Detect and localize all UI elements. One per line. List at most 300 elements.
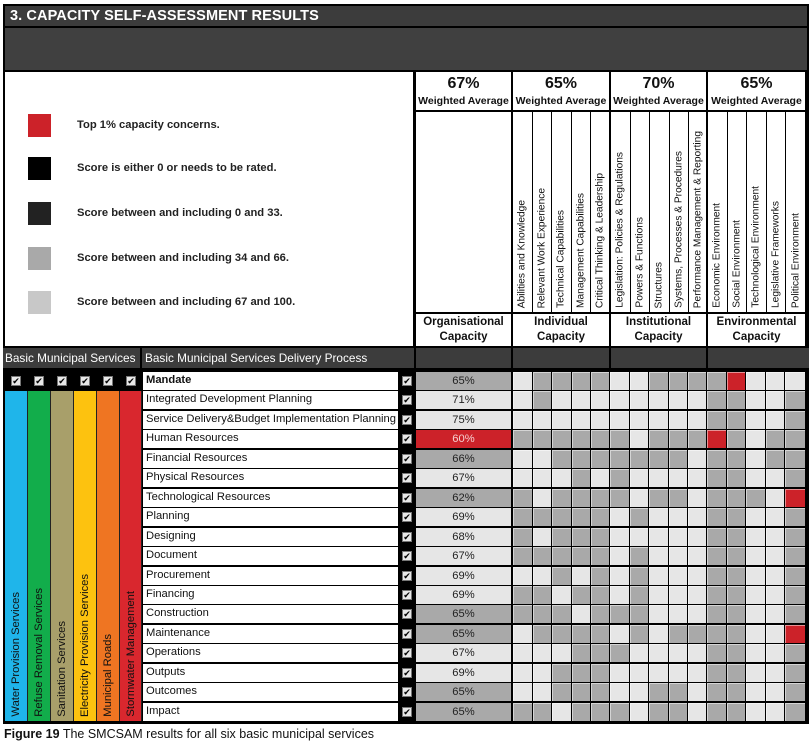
score-cell xyxy=(513,605,533,624)
score-cell xyxy=(746,528,766,547)
weighted-average-value: 65% xyxy=(544,75,578,92)
score-cell xyxy=(649,683,669,702)
score-cell xyxy=(552,625,572,644)
capacity-group-label: Individual Capacity xyxy=(513,314,611,346)
score-cell xyxy=(707,605,727,624)
score-cell xyxy=(707,644,727,663)
process-checkbox[interactable]: ✔ xyxy=(403,551,411,562)
score-cell xyxy=(766,489,786,508)
score-cell xyxy=(669,683,689,702)
section-header-row xyxy=(3,346,809,370)
score-cell xyxy=(669,567,689,586)
service-column-sanitation-services xyxy=(51,391,74,721)
score-cell xyxy=(630,644,650,663)
score-cell xyxy=(707,469,727,488)
score-cell xyxy=(533,450,553,469)
service-checkbox[interactable]: ✔ xyxy=(58,376,66,386)
score-cell xyxy=(727,372,747,391)
score-cell xyxy=(688,528,708,547)
score-cell xyxy=(513,644,533,663)
process-row[interactable] xyxy=(143,664,398,683)
score-cell xyxy=(707,664,727,683)
criterion-label: Economic Environment xyxy=(711,203,723,308)
organisational-score: 65% xyxy=(416,683,513,702)
organisational-score: 67% xyxy=(416,644,513,663)
score-cell xyxy=(630,469,650,488)
score-cell xyxy=(707,450,727,469)
organisational-score: 69% xyxy=(416,586,513,605)
process-checkbox[interactable]: ✔ xyxy=(403,570,411,581)
service-checkbox[interactable]: ✔ xyxy=(127,376,135,386)
score-cell xyxy=(630,703,650,722)
score-cell xyxy=(630,547,650,566)
process-row[interactable] xyxy=(143,644,398,663)
score-cell xyxy=(707,508,727,527)
process-checkbox[interactable]: ✔ xyxy=(403,667,411,678)
weighted-average-label: Weighted Average xyxy=(418,95,509,107)
process-checkbox[interactable]: ✔ xyxy=(403,706,411,717)
score-cell xyxy=(610,372,630,391)
score-cell xyxy=(688,644,708,663)
score-cell xyxy=(669,586,689,605)
score-cell xyxy=(727,703,747,722)
legend-swatch xyxy=(28,291,51,314)
score-cell xyxy=(591,489,611,508)
score-cell xyxy=(785,567,807,586)
legend-label: Score between and including 0 and 33. xyxy=(77,207,283,219)
score-cell xyxy=(630,605,650,624)
score-cell xyxy=(533,664,553,683)
score-cell xyxy=(707,391,727,410)
process-row[interactable] xyxy=(143,411,398,430)
weighted-average-value: 65% xyxy=(740,75,773,92)
score-cell xyxy=(591,450,611,469)
process-name: Designing xyxy=(146,529,196,542)
score-cell xyxy=(591,586,611,605)
score-cell xyxy=(707,411,727,430)
score-cell xyxy=(766,586,786,605)
score-cell xyxy=(630,567,650,586)
score-cell xyxy=(766,683,786,702)
process-row[interactable] xyxy=(143,683,398,702)
organisational-score: 71% xyxy=(416,391,513,410)
service-checkbox[interactable]: ✔ xyxy=(12,376,20,386)
score-cell xyxy=(610,703,630,722)
score-cell xyxy=(688,469,708,488)
process-checkbox[interactable]: ✔ xyxy=(403,473,411,484)
score-cell xyxy=(591,430,611,449)
score-cell xyxy=(707,372,727,391)
score-cell xyxy=(591,683,611,702)
score-cell xyxy=(707,625,727,644)
score-cell xyxy=(727,469,747,488)
score-cell xyxy=(746,625,766,644)
score-cell xyxy=(630,372,650,391)
organisational-score: 60% xyxy=(416,430,513,449)
score-cell xyxy=(513,625,533,644)
legend-item xyxy=(28,246,289,270)
score-cell xyxy=(572,430,592,449)
score-cell xyxy=(785,508,807,527)
score-cell xyxy=(533,411,553,430)
score-cell xyxy=(533,703,553,722)
process-row[interactable] xyxy=(143,605,398,624)
organisational-score: 69% xyxy=(416,664,513,683)
score-cell xyxy=(649,391,669,410)
organisational-score: 65% xyxy=(416,703,513,722)
score-cell xyxy=(552,703,572,722)
score-cell xyxy=(746,411,766,430)
score-cell xyxy=(688,664,708,683)
capacity-group-label: Institutional Capacity xyxy=(611,314,708,346)
legend-item xyxy=(28,113,220,137)
process-checkbox[interactable]: ✔ xyxy=(403,376,411,386)
service-checkbox[interactable]: ✔ xyxy=(35,376,43,386)
score-cell xyxy=(591,703,611,722)
score-cell xyxy=(766,372,786,391)
score-cell xyxy=(766,450,786,469)
process-checkbox[interactable]: ✔ xyxy=(403,589,411,600)
score-cell xyxy=(727,683,747,702)
score-cell xyxy=(669,528,689,547)
process-checkbox[interactable]: ✔ xyxy=(403,531,411,542)
score-cell xyxy=(649,372,669,391)
score-cell xyxy=(572,625,592,644)
score-cell xyxy=(649,547,669,566)
process-checkbox[interactable]: ✔ xyxy=(403,687,411,698)
score-cell xyxy=(572,411,592,430)
process-checkbox[interactable]: ✔ xyxy=(403,414,411,425)
score-cell xyxy=(785,411,807,430)
process-row[interactable] xyxy=(143,430,398,449)
score-cell xyxy=(727,489,747,508)
process-row[interactable] xyxy=(143,469,398,488)
score-cell xyxy=(533,489,553,508)
score-cell xyxy=(552,450,572,469)
score-cell xyxy=(785,644,807,663)
score-cell xyxy=(746,664,766,683)
score-cell xyxy=(746,489,766,508)
score-cell xyxy=(746,547,766,566)
process-row[interactable] xyxy=(143,372,398,391)
criterion-header xyxy=(650,112,670,314)
score-cell xyxy=(610,450,630,469)
process-row[interactable] xyxy=(143,528,398,547)
capacity-header xyxy=(416,72,807,346)
organisational-blank-column xyxy=(416,112,513,314)
score-cell xyxy=(513,450,533,469)
process-checkbox[interactable]: ✔ xyxy=(403,512,411,523)
process-checkbox[interactable]: ✔ xyxy=(403,628,411,639)
score-cell xyxy=(630,489,650,508)
score-cell xyxy=(513,411,533,430)
score-cell xyxy=(669,664,689,683)
title-bar xyxy=(3,4,809,28)
score-cell xyxy=(610,586,630,605)
score-cell xyxy=(746,683,766,702)
score-cell xyxy=(669,391,689,410)
score-cell xyxy=(630,508,650,527)
service-column-refuse-removal-services xyxy=(28,391,51,721)
score-cell xyxy=(707,489,727,508)
service-column-water-provision-services xyxy=(5,391,28,721)
process-row[interactable] xyxy=(143,625,398,644)
organisational-score: 66% xyxy=(416,450,513,469)
score-cell xyxy=(707,567,727,586)
score-cell xyxy=(513,430,533,449)
score-cell xyxy=(688,625,708,644)
criterion-header xyxy=(708,112,728,314)
process-row[interactable] xyxy=(143,586,398,605)
score-cell xyxy=(766,469,786,488)
divider xyxy=(609,348,611,370)
process-row[interactable] xyxy=(143,508,398,527)
score-cell xyxy=(707,586,727,605)
divider xyxy=(511,348,513,370)
score-cell xyxy=(552,683,572,702)
criterion-label: Powers & Functions xyxy=(634,217,646,308)
score-cell xyxy=(727,567,747,586)
score-cell xyxy=(766,411,786,430)
organisational-score: 68% xyxy=(416,528,513,547)
score-cell xyxy=(669,411,689,430)
score-cell xyxy=(785,430,807,449)
process-name: Operations xyxy=(146,646,201,659)
score-cell xyxy=(533,683,553,702)
score-cell xyxy=(572,489,592,508)
service-name: Water Provision Services xyxy=(10,592,22,717)
score-cell xyxy=(688,703,708,722)
score-cell xyxy=(552,547,572,566)
service-name: Stormwater Management xyxy=(124,591,137,717)
criterion-label: Management Capabilities xyxy=(575,193,587,308)
organisational-score: 69% xyxy=(416,567,513,586)
score-cell xyxy=(552,489,572,508)
process-row[interactable] xyxy=(143,489,398,508)
score-cell xyxy=(513,469,533,488)
score-cell xyxy=(513,528,533,547)
process-name: Planning xyxy=(146,510,190,523)
score-cell xyxy=(669,372,689,391)
process-name: Outcomes xyxy=(146,685,197,698)
score-cell xyxy=(727,605,747,624)
score-cell xyxy=(785,683,807,702)
score-cell xyxy=(630,430,650,449)
process-name: Integrated Development Planning xyxy=(146,393,313,406)
score-cell xyxy=(552,391,572,410)
process-checkbox[interactable]: ✔ xyxy=(403,492,411,503)
score-cell xyxy=(766,664,786,683)
weighted-average-value: 70% xyxy=(642,75,675,92)
score-cell xyxy=(513,683,533,702)
legend-item xyxy=(28,156,277,180)
process-name: Service Delivery&Budget Implementation Planning xyxy=(146,412,396,425)
process-checkbox[interactable]: ✔ xyxy=(403,648,411,659)
score-cell xyxy=(766,644,786,663)
legend-swatch xyxy=(28,114,51,137)
criterion-label: Systems, Processes & Procedures xyxy=(673,151,685,308)
criterion-header xyxy=(513,112,533,314)
score-cell xyxy=(591,528,611,547)
score-cell xyxy=(669,508,689,527)
score-cell xyxy=(572,567,592,586)
score-cell xyxy=(649,625,669,644)
score-cell xyxy=(591,547,611,566)
score-cell xyxy=(727,664,747,683)
score-cell xyxy=(552,528,572,547)
process-name: Maintenance xyxy=(146,626,211,639)
score-cell xyxy=(591,469,611,488)
service-name: Sanitation Services xyxy=(56,621,68,717)
score-cell xyxy=(610,508,630,527)
legend-item xyxy=(28,290,295,314)
criterion-label: Critical Thinking & Leadership xyxy=(594,172,606,308)
process-name: Document xyxy=(146,549,197,562)
process-checkbox[interactable]: ✔ xyxy=(403,609,411,620)
score-cell xyxy=(746,469,766,488)
service-column-stormwater-management xyxy=(120,391,142,721)
process-name: Impact xyxy=(146,704,180,717)
score-cell xyxy=(727,644,747,663)
process-row[interactable] xyxy=(143,391,398,410)
score-cell xyxy=(649,644,669,663)
score-cell xyxy=(727,430,747,449)
service-name: Municipal Roads xyxy=(102,634,114,717)
score-cell xyxy=(610,605,630,624)
score-cell xyxy=(533,372,553,391)
score-cell xyxy=(669,703,689,722)
process-row[interactable] xyxy=(143,547,398,566)
score-cell xyxy=(533,391,553,410)
service-checkbox[interactable]: ✔ xyxy=(81,376,89,386)
organisational-score: 67% xyxy=(416,469,513,488)
weighted-average-3 xyxy=(708,72,807,112)
score-cell xyxy=(572,528,592,547)
score-cell xyxy=(785,489,807,508)
process-checkbox[interactable]: ✔ xyxy=(403,434,411,445)
criterion-header xyxy=(631,112,651,314)
criterion-label: Legislation: Policies & Regulations xyxy=(614,152,626,308)
score-cell xyxy=(649,469,669,488)
score-cell xyxy=(746,703,766,722)
legend-item xyxy=(28,201,283,225)
score-cell xyxy=(533,605,553,624)
criterion-header xyxy=(728,112,748,314)
score-cell xyxy=(533,508,553,527)
criterion-label: Relevant Work Experience xyxy=(536,187,548,308)
score-cell xyxy=(649,703,669,722)
score-cell xyxy=(766,528,786,547)
score-cell xyxy=(552,586,572,605)
score-cell xyxy=(649,450,669,469)
score-cell xyxy=(669,469,689,488)
service-checkbox[interactable]: ✔ xyxy=(104,376,112,386)
score-cell xyxy=(572,644,592,663)
score-cell xyxy=(649,664,669,683)
score-cell xyxy=(649,508,669,527)
process-name: Construction xyxy=(146,607,209,620)
score-cell xyxy=(572,508,592,527)
criterion-label: Structures xyxy=(653,261,665,308)
score-cell xyxy=(649,586,669,605)
process-row[interactable] xyxy=(143,450,398,469)
criterion-header xyxy=(611,112,631,314)
legend-swatch xyxy=(28,247,51,270)
score-cell xyxy=(766,547,786,566)
score-cell xyxy=(688,489,708,508)
score-cell xyxy=(649,605,669,624)
figure-caption xyxy=(4,727,374,741)
capacity-group-label: Environmental Capacity xyxy=(708,314,807,346)
score-cell xyxy=(746,372,766,391)
score-cell xyxy=(552,664,572,683)
score-cell xyxy=(707,703,727,722)
score-cell xyxy=(630,450,650,469)
criterion-header xyxy=(767,112,787,314)
score-cell xyxy=(669,430,689,449)
score-cell xyxy=(649,489,669,508)
services-header: Basic Municipal Services xyxy=(5,351,136,365)
process-row[interactable] xyxy=(143,703,398,722)
process-name: Physical Resources xyxy=(146,471,245,484)
header-band xyxy=(3,28,809,72)
score-cell xyxy=(513,586,533,605)
criterion-header xyxy=(591,112,611,314)
score-cell xyxy=(591,391,611,410)
process-row[interactable] xyxy=(143,567,398,586)
score-cell xyxy=(552,430,572,449)
score-cell xyxy=(785,450,807,469)
score-cell xyxy=(688,372,708,391)
score-cell xyxy=(766,508,786,527)
capacity-group-label: Organisational Capacity xyxy=(416,314,513,346)
score-cell xyxy=(785,703,807,722)
score-cell xyxy=(552,567,572,586)
legend-swatch xyxy=(28,157,51,180)
score-cell xyxy=(572,450,592,469)
process-name: Technological Resources xyxy=(146,490,271,503)
process-name: Procurement xyxy=(146,568,211,581)
criterion-header xyxy=(670,112,690,314)
process-checkbox[interactable]: ✔ xyxy=(403,453,411,464)
score-cell xyxy=(669,644,689,663)
score-cell xyxy=(572,605,592,624)
score-cell xyxy=(766,625,786,644)
criterion-label: Abilities and Knowledge xyxy=(516,199,528,308)
score-cell xyxy=(591,372,611,391)
score-cell xyxy=(513,372,533,391)
score-cell xyxy=(688,586,708,605)
process-checkbox[interactable]: ✔ xyxy=(403,395,411,406)
score-cell xyxy=(552,644,572,663)
score-cell xyxy=(727,625,747,644)
score-cell xyxy=(610,528,630,547)
service-name: Refuse Removal Services xyxy=(33,588,45,717)
score-cell xyxy=(727,450,747,469)
score-cell xyxy=(630,391,650,410)
weighted-average-2 xyxy=(611,72,708,112)
score-cell xyxy=(688,567,708,586)
score-cell xyxy=(572,469,592,488)
score-cell xyxy=(533,644,553,663)
score-cell xyxy=(766,430,786,449)
score-cell xyxy=(746,430,766,449)
score-cell xyxy=(513,391,533,410)
score-cell xyxy=(785,469,807,488)
score-cell xyxy=(649,567,669,586)
service-checkbox-row xyxy=(5,372,142,390)
legend-label: Score between and including 34 and 66. xyxy=(77,252,289,264)
